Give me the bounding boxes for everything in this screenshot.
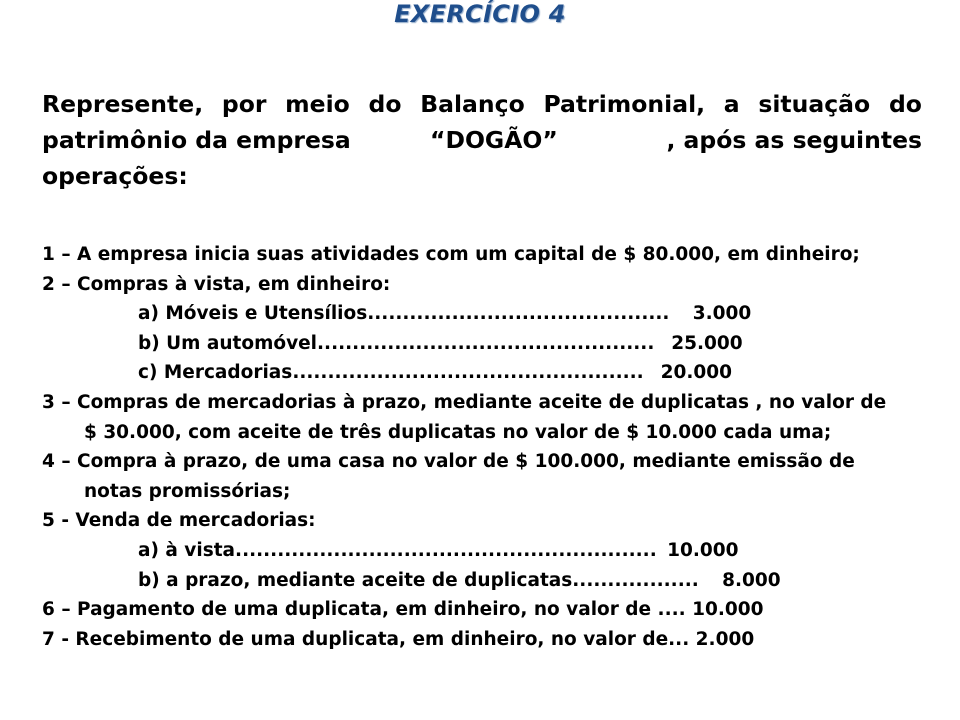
item-value: 8.000 — [702, 569, 781, 591]
operation-5b — [42, 566, 942, 596]
intro-word: Represente, — [42, 90, 204, 118]
operation-1: 1 – A empresa inicia suas atividades com um capital de $ 80.000, em dinheiro; — [42, 244, 860, 265]
item-value: 3.000 — [673, 303, 752, 325]
operation-2a — [42, 299, 942, 329]
operation-2b — [42, 329, 942, 359]
operation-2c — [42, 358, 942, 388]
intro-word: a — [723, 90, 740, 118]
item-label: a) Móveis e Utensílios — [138, 303, 368, 325]
item-value: 25.000 — [658, 332, 743, 354]
operation-6: 6 – Pagamento de uma duplicata, em dinheiro, no valor de .... 10.000 — [42, 599, 764, 621]
intro-line-2 — [42, 122, 922, 158]
operation-5a — [42, 536, 942, 566]
operation-5: 5 - Venda de mercadorias: — [42, 510, 316, 532]
operation-3-line-2: $ 30.000, com aceite de três duplicatas no valor de $ 10.000 cada uma; — [84, 421, 832, 443]
intro-word: situação — [758, 90, 871, 118]
operations-list — [42, 240, 942, 654]
item-label: b) Um automóvel — [138, 332, 318, 354]
intro-word: Patrimonial, — [543, 90, 706, 118]
operation-2: 2 – Compras à vista, em dinheiro: — [42, 273, 391, 295]
item-leader-dots: ........................................... — [367, 303, 670, 325]
item-value: 10.000 — [660, 539, 739, 561]
item-value: 20.000 — [647, 362, 732, 384]
item-leader-dots: .................................................. — [292, 362, 644, 384]
company-name: “DOGÃO” — [430, 126, 558, 154]
intro-word: por — [221, 90, 267, 118]
operation-4-line-2: notas promissórias; — [84, 480, 291, 502]
intro-line-3: operações: — [42, 162, 188, 190]
intro-paragraph — [42, 86, 922, 194]
intro-line-1 — [42, 86, 922, 122]
item-label: a) à vista — [138, 539, 236, 561]
operation-7: 7 - Recebimento de uma duplicata, em dinheiro, no valor de... 2.000 — [42, 628, 755, 650]
intro-word: Balanço — [420, 90, 525, 118]
intro-company-prefix: patrimônio da empresa — [42, 126, 351, 154]
operation-3-line-1: 3 – Compras de mercadorias à prazo, mediante aceite de duplicatas , no valor de — [42, 391, 887, 413]
item-leader-dots: ............................................................ — [235, 539, 657, 561]
item-label: b) a prazo, mediante aceite de duplicatas — [138, 569, 573, 591]
item-leader-dots: .................. — [572, 569, 699, 591]
intro-word: do — [888, 90, 922, 118]
operation-4-line-1: 4 – Compra à prazo, de uma casa no valor de $ 100.000, mediante emissão de — [42, 451, 855, 473]
intro-word: meio — [285, 90, 350, 118]
slide-title: EXERCÍCIO 4 — [394, 0, 566, 28]
item-leader-dots: ................................................ — [317, 332, 655, 354]
intro-company-suffix: , após as seguintes — [666, 126, 922, 154]
item-label: c) Mercadorias — [138, 362, 293, 384]
intro-word: do — [368, 90, 402, 118]
